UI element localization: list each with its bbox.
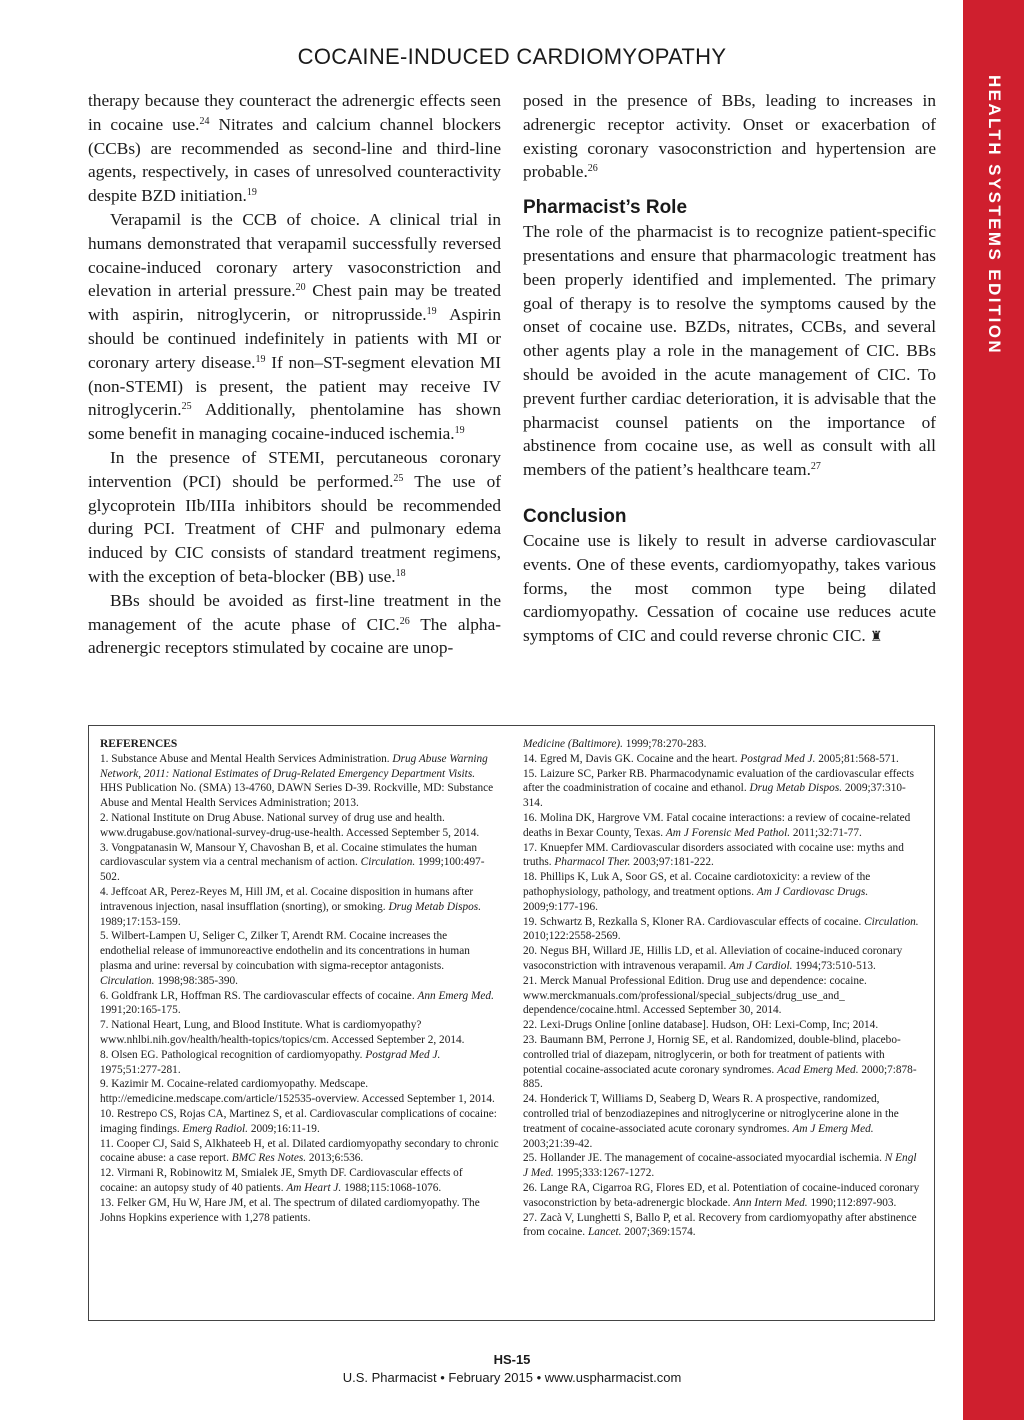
page-number: HS-15 xyxy=(493,1352,531,1367)
section-heading: Conclusion xyxy=(523,505,627,527)
references-left-column xyxy=(100,737,500,1225)
reference-item: 18. Phillips K, Luk A, Soor GS, et al. Cocaine cardiotoxicity: a review of the pathophysiology, pathology, and treatment options. Am J Cardiovasc Drugs. 2009;9:177-196. xyxy=(523,871,871,913)
reference-item: 26. Lange RA, Cigarroa RG, Flores ED, et al. Potentiation of cocaine-induced coronary vasoconstriction by beta-adrenergic blockade. Ann Intern Med. 1990;112:897-903. xyxy=(523,1181,920,1209)
paragraph: Verapamil is the CCB of choice. A clinical trial in humans demonstrated that verapamil successfully reversed cocaine-induced coronary artery vasoconstriction and elevation in arterial pressure.$^{20}$ Chest pain may be treated with aspirin, nitroglycerin, or nitroprusside.$^{19}$ Aspirin should be continued indefinitely in patients with MI or coronary artery disease.$^{19}$ If non–ST-segment elevation MI (non-STEMI) is present, the patient may receive IV nitroglycerin.$^{25}$ Additionally, phentolamine has shown some benefit in managing cocaine-induced ischemia.$^{19}$ xyxy=(88,209,501,444)
reference-item: 20. Negus BH, Willard JE, Hillis LD, et al. Alleviation of cocaine-induced coronary vasoconstriction with intravenous verapamil. Am J Cardiol. 1994;73:510-513. xyxy=(523,945,903,972)
reference-item: 21. Merck Manual Professional Edition. Drug use and dependence: cocaine. www.merckmanuals.com/professional/special_subjects/drug_use_and_ dependence/cocaine.html. Accessed September 30, 2014. xyxy=(523,974,867,1017)
reference-item: 8. Olsen EG. Pathological recognition of cardiomyopathy. Postgrad Med J. 1975;51:277-281. xyxy=(100,1048,441,1076)
reference-item: 16. Molina DK, Hargrove VM. Fatal cocaine interactions: a review of cocaine-related deaths in Bexar County, Texas. Am J Forensic Med Pathol. 2011;32:71-77. xyxy=(523,811,911,839)
reference-item: 15. Laizure SC, Parker RB. Pharmacodynamic evaluation of the cardiovascular effects after the coadministration of cocaine and ethanol. Drug Metab Dispos. 2009;37:310-314. xyxy=(523,767,914,810)
reference-item: 19. Schwartz B, Rezkalla S, Kloner RA. Cardiovascular effects of cocaine. Circulation. 2010;122:2558-2569. xyxy=(523,915,919,943)
reference-item: 25. Hollander JE. The management of cocaine-associated myocardial ischemia. N Engl J Med. 1995;333:1267-1272. xyxy=(523,1152,917,1180)
reference-item: 3. Vongpatanasin W, Mansour Y, Chavoshan B, et al. Cocaine stimulates the human cardiovascular system via a central mechanism of action. Circulation. 1999;100:497-502. xyxy=(100,841,485,884)
paragraph: BBs should be avoided as first-line treatment in the management of the acute phase of CIC.$^{26}$ The alpha-adrenergic receptors stimulated by cocaine are unop- xyxy=(88,590,502,658)
reference-item: 24. Honderick T, Williams D, Seaberg D, Wears R. A prospective, randomized, controlled trial of benzodiazepines and nitroglycerine or nitroglycerine alone in the treatment of cocaine-associated acute coronary syndromes. Am J Emerg Med. 2003;21:39-42. xyxy=(523,1093,899,1150)
reference-item: 6. Goldfrank LR, Hoffman RS. The cardiovascular effects of cocaine. Ann Emerg Med. 1991;20:165-175. xyxy=(100,989,494,1017)
reference-item: 5. Wilbert-Lampen U, Seliger C, Zilker T, Arendt RM. Cocaine increases the endothelial release of immunoreactive endothelin and its concentrations in human plasma and urine: reversal by coincubation with sigma-receptor antagonists. Circulation. 1998;98:385-390. xyxy=(100,930,470,987)
edition-label xyxy=(963,74,1024,356)
end-mark-icon: ♜ xyxy=(870,630,883,646)
paragraph: In the presence of STEMI, percutaneous coronary intervention (PCI) should be performed.$^{25}$ The use of glycoprotein IIb/IIIa inhibitors should be recommended during PCI. Treatment of CHF and pulmonary edema induced by CIC consists of standard treatment regimens, with the exception of beta-blocker (BB) use.$^{18}$ xyxy=(88,447,501,586)
reference-item: 14. Egred M, Davis GK. Cocaine and the heart. Postgrad Med J. 2005;81:568-571. xyxy=(523,752,899,765)
reference-item: 1. Substance Abuse and Mental Health Services Administration. Drug Abuse Warning Network, 2011: National Estimates of Drug-Related Emergency Department Visits. HHS Publication No. (SMA) 13-4760, DAWN Series D-39. Rockville, MD: Substance Abuse and Mental Health Services Administration; 2013. xyxy=(100,752,494,810)
references-title: REFERENCES xyxy=(100,738,178,750)
reference-item: 7. National Heart, Lung, and Blood Institute. What is cardiomyopathy? www.nhlbi.nih.gov/health/health-topics/topics/cm. Accessed September 2, 2014. xyxy=(100,1019,465,1046)
footer-publication: U.S. Pharmacist • February 2015 • www.uspharmacist.com xyxy=(342,1370,682,1385)
reference-item: 22. Lexi-Drugs Online [online database]. Hudson, OH: Lexi-Comp, Inc; 2014. xyxy=(523,1019,879,1032)
right-column xyxy=(523,89,936,650)
reference-item: 10. Restrepo CS, Rojas CA, Martinez S, et al. Cardiovascular complications of cocaine: imaging findings. Emerg Radiol. 2009;16:11-19. xyxy=(100,1107,497,1135)
paragraph: therapy because they counteract the adrenergic effects seen in cocaine use.$^{24}$ Nitrates and calcium channel blockers (CCBs) are recommended as second-line and third-line agents, respectively, in cases of unresolved counteractivity despite BZD initiation.$^{19}$ xyxy=(88,91,502,206)
reference-item: 27. Zacà V, Lunghetti S, Ballo P, et al. Recovery from cardiomyopathy after abstinence from cocaine. Lancet. 2007;369:1574. xyxy=(523,1211,917,1239)
paragraph: The role of the pharmacist is to recognize patient-specific presentations and ensure that pharmacologic treatment has been properly identified and implemented. The primary goal of therapy is to resolve the symptoms caused by the onset of cocaine use. BZDs, nitrates, CCBs, and several other agents play a role in the management of CIC. BBs should be avoided in the acute management of CIC. To prevent further cardiac deterioration, it is advisable that the pharmacist counsel patients on the importance of abstinence from cocaine use, as well as consult with all members of the patient’s healthcare team.$^{27}$ xyxy=(523,222,936,480)
reference-item: Medicine (Baltimore). 1999;78:270-283. xyxy=(523,738,707,750)
reference-item: 4. Jeffcoat AR, Perez-Reyes M, Hill JM, et al. Cocaine disposition in humans after intravenous injection, nasal insufflation (snorting), or smoking. Drug Metab Dispos. 1989;17:153-159. xyxy=(100,885,482,928)
reference-item: 12. Virmani R, Robinowitz M, Smialek JE, Smyth DF. Cardiovascular effects of cocaine: an autopsy study of 40 patients. Am Heart J. 1988;115:1068-1076. xyxy=(100,1167,463,1194)
section-heading: Pharmacist’s Role xyxy=(523,197,688,219)
paragraph: Cocaine use is likely to result in adverse cardiovascular events. One of these events, cardiomyopathy, takes various forms, the most common type being dilated cardiomyopathy. Cessation of cocaine use reduces acute symptoms of CIC and could reverse chronic CIC. ♜ xyxy=(523,530,936,646)
edition-label-text: HEALTH SYSTEMS EDITION xyxy=(984,74,1004,356)
reference-item: 13. Felker GM, Hu W, Hare JM, et al. The spectrum of dilated cardiomyopathy. The Johns Hopkins experience with 1,278 patients. xyxy=(100,1196,480,1224)
reference-item: 23. Baumann BM, Perrone J, Hornig SE, et al. Randomized, double-blind, placebo-controlled trial of diazepam, nitroglycerin, or both for treatment of patients with potential cocaine-associated acute coronary syndromes. Acad Emerg Med. 2000;7:878-885. xyxy=(523,1033,917,1091)
reference-item: 9. Kazimir M. Cocaine-related cardiomyopathy. Medscape. http://emedicine.medscape.com/article/152535-overview. Accessed September 1, 2014. xyxy=(100,1078,495,1106)
reference-item: 17. Knuepfer MM. Cardiovascular disorders associated with cocaine use: myths and truths. Pharmacol Ther. 2003;97:181-222. xyxy=(523,841,904,869)
left-column xyxy=(88,89,501,660)
running-head: COCAINE-INDUCED CARDIOMYOPATHY xyxy=(297,44,727,69)
references-right-column xyxy=(523,737,923,1240)
reference-item: 2. National Institute on Drug Abuse. National survey of drug use and health. www.drugabuse.gov/national-survey-drug-use-health. Accessed September 5, 2014. xyxy=(100,811,480,839)
reference-item: 11. Cooper CJ, Said S, Alkhateeb H, et al. Dilated cardiomyopathy secondary to chronic cocaine abuse: a case report. BMC Res Notes. 2013;6:536. xyxy=(100,1137,499,1165)
references-box xyxy=(88,725,935,1321)
paragraph: posed in the presence of BBs, leading to increases in adrenergic receptor activity. Onset or exacerbation of existing coronary vasoconstriction and hypertension are probable.$^{26}$ xyxy=(523,91,936,182)
